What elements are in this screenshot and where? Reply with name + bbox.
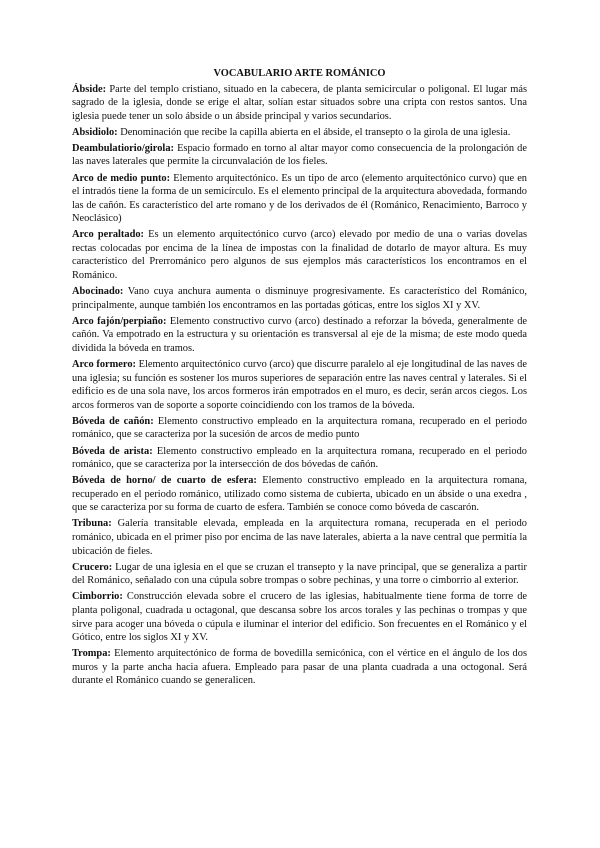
glossary-entry: [72, 83, 527, 124]
glossary-entry: [72, 228, 527, 282]
glossary-definition: Elemento constructivo curvo (arco) destinado a reforzar la bóveda, generalmente de cañón. Va empotrado en la estructura y su orientación es transversal al eje de la misma; de este modo queda dividida la bóveda en tramos.: [72, 315, 528, 354]
glossary-term: Tribuna:: [72, 518, 112, 530]
glossary-term: Absidiolo:: [72, 126, 118, 138]
glossary-term: Bóveda de arista:: [72, 445, 153, 457]
glossary-term: Crucero:: [72, 561, 113, 573]
glossary-entry: [72, 172, 527, 226]
glossary-definition: Denominación que recibe la capilla abierta en el ábside, el transepto o la girola de una iglesia.: [117, 126, 511, 138]
glossary-definition: Lugar de una iglesia en el que se cruzan el transepto y la nave principal, que se generaliza a partir del Románico, señalado con una cúpula sobre trompas o sobre pechinas, y una torre o cimborrio al exterior.: [72, 561, 527, 587]
glossary-entry: [72, 445, 527, 472]
glossary-term: Ábside:: [72, 83, 107, 95]
glossary-term: Abocinado:: [72, 286, 124, 298]
glossary-term: Bóveda de cañón:: [72, 415, 154, 427]
glossary-entry: [72, 647, 527, 688]
document-page: [72, 67, 527, 690]
glossary-term: Arco peraltado:: [72, 229, 145, 241]
glossary-term: Arco formero:: [72, 359, 136, 371]
glossary-term: Arco fajón/perpiaño:: [72, 315, 167, 327]
glossary-definition: Parte del templo cristiano, situado en la cabecera, de planta semicircular o poligonal. El lugar más sagrado de la iglesia, donde se erige el altar, solían estar situados sobre una cripta con restos santos. Una iglesia puede tener un solo ábside o un ábside principal y varios secundarios.: [72, 83, 527, 122]
glossary-term: Deambulatiorio/girola:: [72, 142, 174, 154]
glossary-entry: [72, 415, 527, 442]
glossary-term: Arco de medio punto:: [72, 172, 171, 184]
glossary-entry: [72, 474, 527, 515]
glossary-term: Cimborrio:: [72, 591, 123, 603]
glossary-definition: Elemento constructivo empleado en la arquitectura romana, recuperado en el periodo románico, que se caracteriza por la sucesión de arcos de medio punto: [72, 415, 527, 441]
glossary-definition: Elemento constructivo empleado en la arquitectura romana, recuperado en el periodo románico, que se caracteriza por la intersección de dos bóvedas de cañón.: [72, 445, 527, 471]
glossary-definition: Elemento arquitectónico de forma de bovedilla semicónica, con el vértice en el ángulo de los dos muros y la parte ancha hacia afuera. Empleado para pasar de una planta cuadrada a una octogonal. Será durante el Románico cuando se generalicen.: [72, 648, 527, 687]
glossary-entry: [72, 561, 527, 588]
glossary-term: Trompa:: [72, 648, 111, 660]
glossary-entry: [72, 142, 527, 169]
glossary-definition: Espacio formado en torno al altar mayor como consecuencia de la prolongación de las naves laterales que permite la circunvalación de los fieles.: [72, 142, 527, 168]
glossary-entries: [72, 83, 527, 688]
glossary-entry: [72, 517, 527, 558]
glossary-definition: Vano cuya anchura aumenta o disminuye progresivamente. Es característico del Románico, principalmente, aunque también los encontramos en las portadas góticas, entre los siglos XI y XV.: [72, 286, 527, 311]
glossary-definition: Elemento arquitectónico curvo (arco) que discurre paralelo al eje longitudinal de las naves de una iglesia; su función es sostener los muros superiores de separación entre las naves central y laterales. Si el edificio es de una sola nave, los arcos formeros irán empotrados en el muro, es decir, serán arcos ciegos. Los arcos formeros van de soporte a soporte coincidiendo con los tramos de la bóveda.: [72, 359, 527, 411]
glossary-entry: [72, 285, 527, 312]
glossary-entry: [72, 358, 527, 412]
glossary-definition: Es un elemento arquitectónico curvo (arco) elevado por medio de una o varias dovelas rectas colocadas por encima de la línea de impostas con la finalidad de dotarlo de mayor altura. Es muy característico del Prerrománico pero algunos de sus ejemplos más característicos los encontramos en el Románico.: [72, 229, 527, 282]
glossary-entry: [72, 315, 527, 356]
glossary-term: Bóveda de horno/ de cuarto de esfera:: [72, 475, 257, 487]
glossary-definition: Elemento constructivo empleado en la arquitectura romana, recuperado en el periodo románico, utilizado como sistema de cubierta, ubicado en un ábside o una exedra , que se caracteriza por su forma de cuarto de esfera. También se conoce como bóveda de cascarón.: [72, 475, 527, 514]
glossary-definition: Galería transitable elevada, empleada en la arquitectura romana, recuperada en el periodo románico, ubicada en el primer piso por encima de las nave laterales, abierta a la nave central que permitía la ubicación de fieles.: [72, 518, 527, 557]
glossary-entry: [72, 126, 527, 140]
glossary-entry: [72, 590, 527, 644]
glossary-definition: Construcción elevada sobre el crucero de las iglesias, habitualmente tiene forma de torre de planta poligonal, cuadrada u octagonal, que descansa sobre los arcos torales y las pechinas o trompas y que sirve para acoger una bóveda o cúpula e iluminar el interior del edificio. Son frecuentes en el Románico y el Gótico, entre los siglos XI y XV.: [72, 591, 527, 644]
glossary-definition: Elemento arquitectónico. Es un tipo de arco (elemento arquitectónico curvo) que en el intradós tiene la forma de un semicírculo. Es el elemento principal de la arquitectura abovedada, formando las de cañón. Es característico del arte romano y de los derivados de él (Románico, Renacimiento, Barroco y Neoclásico): [72, 172, 527, 225]
document-title: VOCABULARIO ARTE ROMÁNICO: [213, 68, 386, 79]
